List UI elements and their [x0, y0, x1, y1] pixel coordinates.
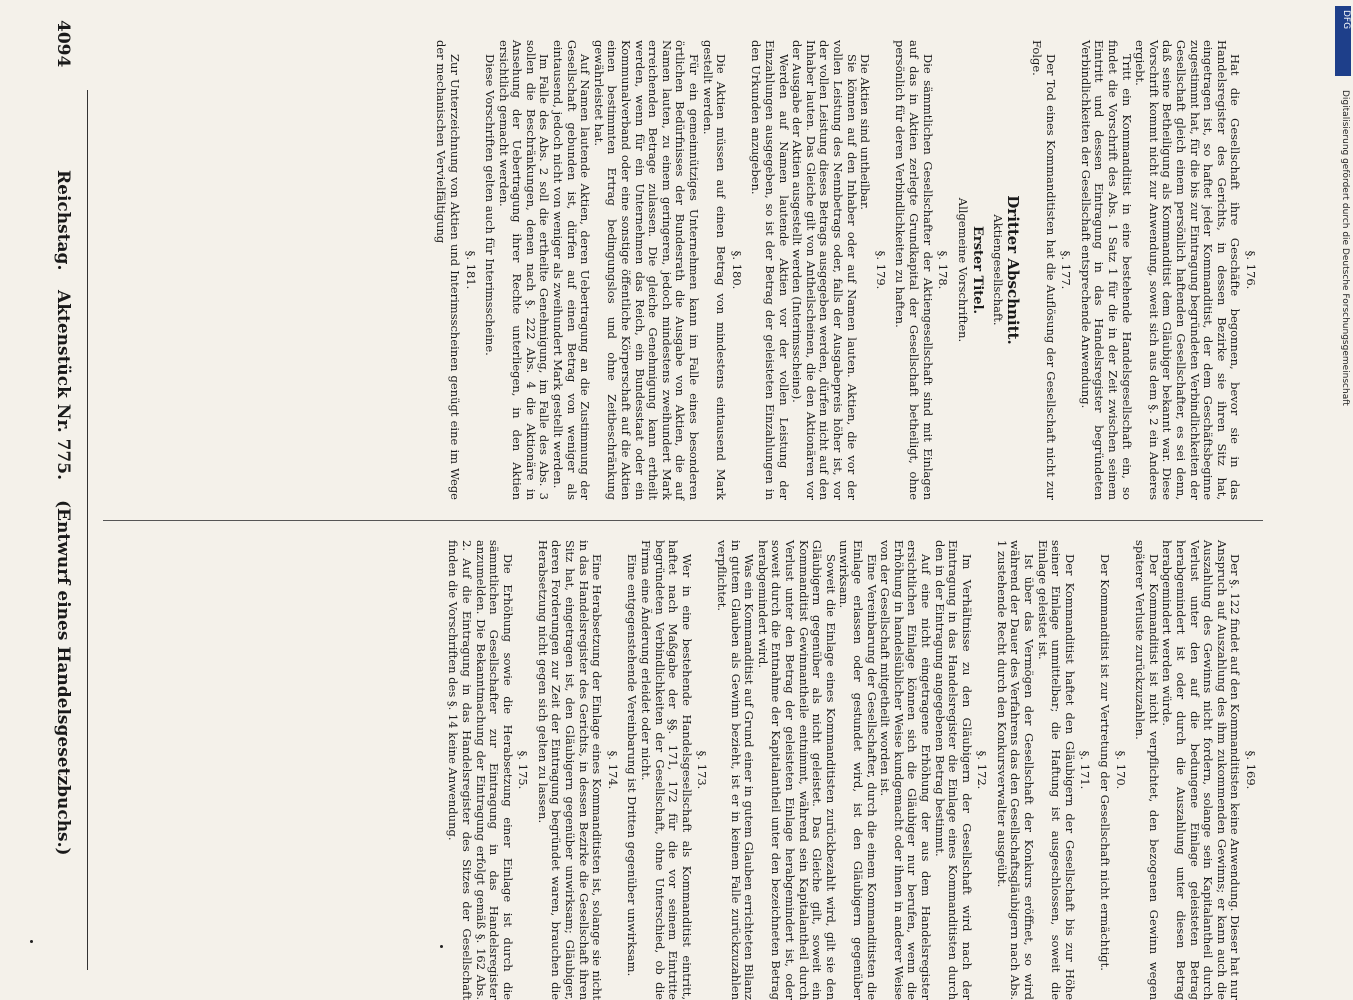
dfg-badge: [1335, 6, 1351, 76]
section-heading: §. 179.: [873, 250, 888, 290]
paragraph: Die Erhöhung sowie die Herabsetzung einer Einlage ist durch die sämmtlichen Gesellschafter zur Eintragung in das Handelsregister anzumelden. Die Bekanntmachung der Eintragung erfolgt gemäß §. 162 Abs. 2. Auf die Eintragung in das Handelsregister des Sitzes der Gesellschaft finden die Vorschriften des §. 14 keine Anwendung.: [446, 540, 515, 1000]
section-heading: §. 173.: [695, 750, 710, 790]
digitization-credit: [1336, 90, 1350, 970]
paragraph: Was ein Kommanditist auf Grund einer in gutem Glauben errichteten Bilanz in gutem Glauben als Gewinn bezieht, ist er in keinem Falle zurückzuzahlen verpflichtet.: [715, 540, 757, 1000]
right-text-column: [434, 40, 1263, 500]
paragraph: Auf Namen lautende Aktien, deren Uebertragung an die Zustimmung der Gesellschaft gebunden ist, dürfen auf einen Betrag von weniger als eintausend, jedoch nicht von weniger als zweihundert Mark gestellt werden.: [551, 40, 593, 500]
section-heading: §. 171.: [1078, 750, 1093, 790]
column-divider: [103, 520, 1263, 521]
right-running-title: (Entwurf eines Handelsgesetzbuchs.): [53, 500, 73, 856]
paragraph: Zur Unterzeichnung von Aktien und Interimsscheinen genügt eine im Wege der mechanischen Vervielfältigung: [434, 40, 462, 500]
paragraph: Werden auf Namen lautende Aktien vor der vollen Leistung der Einzahlungen ausgegeben, so ist der Betrag der geleisteten Einzahlungen in den Urkunden anzugeben.: [749, 40, 791, 500]
left-text-column: [446, 540, 1263, 1000]
section-heading: §. 170.: [1113, 750, 1128, 790]
section-heading: §. 174.: [605, 750, 620, 790]
paragraph: Im Verhältnisse zu den Gläubigern der Gesellschaft wird nach der Eintragung in das Handelsregister die Einlage eines Kommanditisten durch den in der Eintragung angegebenen Betrag bestimmt.: [932, 540, 974, 1000]
paragraph: Wer in eine bestehende Handelsgesellschaft als Kommanditist eintritt, haftet nach Maßgabe der §§. 171, 172 für die vor seinem Eintritte begründeten Verbindlichkeiten der Gesellschaft, ohne Unterschied, ob die Firma eine Änderung erleidet oder nicht.: [639, 540, 694, 1000]
speck: [30, 940, 33, 943]
section-heading: §. 172.: [975, 750, 990, 790]
paragraph: Hat die Gesellschaft ihre Geschäfte begonnen, bevor sie in das Handelsregister des Gerichts, in dessen Bezirke sie ihren Sitz hat, eingetragen ist, so haftet jeder Kommanditist, der dem Geschäftsbeginne zugestimmt hat, für die bis zur Eintragung begründeten Verbindlichkeiten der Gesellschaft gleich einem persönlich haftenden Gesellschafter, es sei denn, daß seine Betheiligung als Kommanditist dem Gläubiger bekannt war. Diese Vorschrift kommt nicht zur Anwendung, soweit sich aus dem §. 2 ein Anderes ergiebt.: [1133, 40, 1243, 500]
document-number: Aktenstück Nr. 775.: [53, 290, 73, 481]
running-header: [13, 0, 73, 1000]
dfg-badge-text: DFG: [1341, 10, 1351, 30]
paragraph: Eine Vereinbarung der Gesellschafter, durch die einem Kommanditisten die Einlage erlassen oder gestundet wird, ist den Gläubigern gegenüber unwirksam.: [837, 540, 879, 1000]
speck: [440, 945, 443, 948]
paragraph: Der Kommanditist haftet den Gläubigern der Gesellschaft bis zur Höhe seiner Einlage unmittelbar; die Haftung ist ausgeschlossen, soweit die Einlage geleistet ist.: [1035, 540, 1077, 1000]
paragraph: Tritt ein Kommanditist in eine bestehende Handelsgesellschaft ein, so findet die Vorschrift des Abs. 1 Satz 1 für die in der Zeit zwischen seinem Eintritt und dessen Eintragung in das Handelsregister begründeten Verbindlichkeiten der Gesellschaft entsprechende Anwendung.: [1078, 40, 1134, 500]
paragraph: Eine entgegenstehende Vereinbarung ist Dritten gegenüber unwirksam.: [625, 554, 640, 977]
paragraph: Der Tod eines Kommanditisten hat die Auflösung der Gesellschaft nicht zur Folge.: [1030, 40, 1058, 500]
paragraph: Auf eine nicht eingetragene Erhöhung der aus dem Handelsregister ersichtlichen Einlage können sich die Gläubiger nur berufen, wenn die Erhöhung in handelsüblicher Weise kundgemacht oder ihnen in anderer Weise von der Gesellschaft mitgetheilt worden ist.: [878, 540, 933, 1000]
division-heading: Dritter Abschnitt.: [1004, 195, 1023, 345]
credit-text: Digitalisierung gefördert durch die Deutsche Forschungsgemeinschaft: [1340, 90, 1350, 406]
section-heading: §. 169.: [1244, 750, 1258, 790]
header-rule: [87, 90, 88, 970]
division-heading: Erster Titel.: [970, 225, 986, 315]
page-number: 4094: [53, 20, 73, 68]
section-heading: §. 176.: [1244, 250, 1258, 290]
paragraph: Die Aktien sind untheilbar.: [858, 54, 873, 210]
paragraph: Sie können auf den Inhaber oder auf Namen lauten. Aktien, die vor der vollen Leistung des Nennbetrags oder, falls der Ausgabepreis höher ist, vor der vollen Leistung dieses Betrags ausgegeben werden, dürfen nicht auf den Inhaber lauten. Das Gleiche gilt von Antheilscheinen, die den Aktionären vor der Ausgabe der Aktien ausgestellt werden (Interimsscheine).: [790, 40, 859, 500]
left-running-title: Reichstag.: [53, 170, 73, 271]
paragraph: Der §. 122 findet auf den Kommanditisten keine Anwendung. Dieser hat nur Anspruch auf Auszahlung des ihm zukommenden Gewinns; er kann auch die Auszahlung des Gewinns nicht fordern, solange sein Kapitalantheil durch Verlust unter den auf die bedungene Einlage geleisteten Betrag herabgemindert ist oder durch die Auszahlung unter diesen Betrag herabgemindert werden würde.: [1160, 540, 1243, 1000]
paragraph: Die sämmtlichen Gesellschafter der Aktiengesellschaft sind mit Einlagen auf das in Aktien zerlegte Grundkapital der Gesellschaft betheiligt, ohne persönlich für deren Verbindlichkeiten zu haften.: [893, 40, 935, 500]
section-heading: §. 175.: [516, 750, 531, 790]
paragraph: Der Kommanditist ist nicht verpflichtet, den bezogenen Gewinn wegen späterer Verluste zurückzuzahlen.: [1133, 540, 1161, 1000]
paragraph: Soweit die Einlage eines Kommanditisten zurückbezahlt wird, gilt sie den Gläubigern gegenüber als nicht geleistet. Das Gleiche gilt, soweit ein Kommanditist Gewinnantheile entnimmt, während sein Kapitalantheil durch Verlust unter den Betrag der geleisteten Einlage herabgemindert ist, oder soweit durch die Entnahme der Kapitalantheil unter den bezeichneten Betrag herabgemindert wird.: [755, 540, 838, 1000]
paragraph: Diese Vorschriften gelten auch für Interimsscheine.: [483, 54, 498, 356]
paragraph: Im Falle des Abs. 2 soll die ertheilte Genehmigung, im Falle des Abs. 3 sollen die Beschränkungen, denen nach §. 222 Abs. 4 die Aktionäre in Ansehung der Uebertragung ihrer Rechte unterliegen, in den Aktien ersichtlich gemacht werden.: [496, 40, 552, 500]
section-heading: §. 181.: [463, 250, 478, 290]
paragraph: Die Aktien müssen auf einen Betrag von mindestens eintausend Mark gestellt werden.: [700, 40, 729, 500]
section-heading: §. 178.: [936, 250, 951, 290]
division-heading: Allgemeine Vorschriften.: [955, 197, 970, 343]
section-heading: §. 180.: [729, 250, 744, 290]
paragraph: Ist über das Vermögen der Gesellschaft der Konkurs eröffnet, so wird während der Dauer des Verfahrens das den Gesellschaftsgläubigern nach Abs. 1 zustehende Recht durch den Konkursverwalter ausgeübt.: [994, 540, 1037, 1000]
paragraph: Der Kommanditist ist zur Vertretung der Gesellschaft nicht ermächtigt.: [1098, 554, 1113, 971]
division-heading: Aktiengesellschaft.: [990, 214, 1005, 326]
section-heading: §. 177.: [1059, 250, 1074, 290]
paragraph: Für ein gemeinnütziges Unternehmen kann im Falle eines besonderen örtlichen Bedürfnisses der Bundesrath die Ausgabe von Aktien, die auf Namen lauten, zu einem geringeren, jedoch mindestens zweihundert Mark erreichenden Betrage zulassen. Die gleiche Genehmigung kann ertheilt werden, wenn für ein Unternehmen das Reich, ein Bundesstaat oder ein Kommunalverband oder eine sonstige öffentliche Körperschaft auf die Aktien einen bestimmten Ertrag bedingungslos und ohne Zeitbeschränkung gewährleistet hat.: [591, 40, 702, 500]
paragraph: Eine Herabsetzung der Einlage eines Kommanditisten ist, solange sie nicht in das Handelsregister des Gerichts, in dessen Bezirke die Gesellschaft ihren Sitz hat, eingetragen ist, den Gläubigern gegenüber unwirksam; Gläubiger, deren Forderungen zur Zeit der Eintragung begründet waren, brauchen die Herabsetzung nicht gegen sich gelten zu lassen.: [535, 540, 605, 1000]
